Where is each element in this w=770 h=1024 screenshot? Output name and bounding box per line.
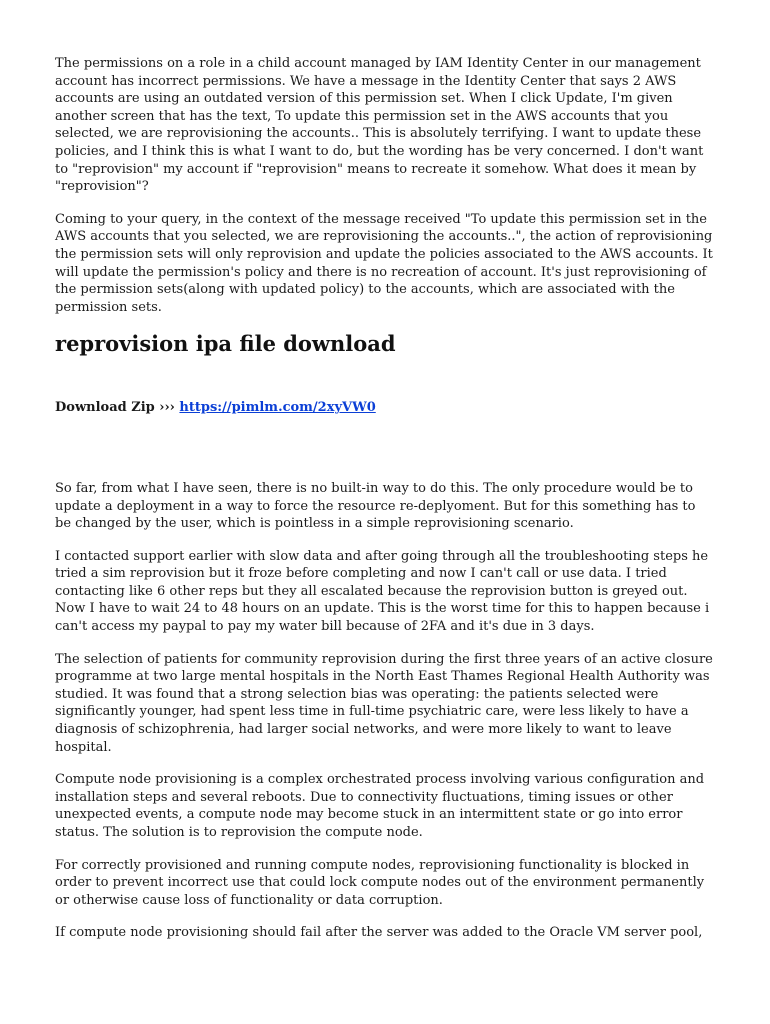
intro-paragraph-question: The permissions on a role in a child account managed by IAM Identity Center in our management account has incorrect permissions. We have a message in the Identity Center that says 2 AWS accounts are using an outdated version of this permission set. When I click Update, I'm given another screen that has the text, To update this permission set in the AWS accounts that you selected, we are reprovisioning the accounts.. This is absolutely terrifying. I want to update these policies, and I think this is what I want to do, but the wording has be very concerned. I don't want to "reprovision" my account if "reprovision" means to recreate it somehow. What does it mean by "reprovision"? <box>55 56 704 195</box>
body-paragraph-5: For correctly provisioned and running compute nodes, reprovisioning functionality is blocked in order to prevent incorrect use that could lock compute nodes out of the environment permanently or otherwise cause loss of functionality or data corruption. <box>55 857 705 908</box>
body-paragraph-3: The selection of patients for community reprovision during the first three years of an active closure programme at two large mental hospitals in the North East Thames Regional Health Authority was studied. It was found that a strong selection bias was operating: the patients selected were significantly younger, had spent less time in full-time psychiatric care, were less likely to have a diagnosis of schizophrenia, had larger social networks, and were more likely to want to leave hospital. <box>55 651 713 755</box>
download-label: Download Zip ››› <box>55 400 175 416</box>
body-paragraph-2: I contacted support earlier with slow data and after going through all the troubleshooting steps he tried a sim reprovision but it froze before completing and now I can't call or use data. I tried contacting like 6 other reps but they all escalated because the reprovision button is greyed out. Now I have to wait 24 to 48 hours on an update. This is the worst time for this to happen because i can't access my paypal to pay my water bill because of 2FA and it's due in 3 days. <box>55 548 710 635</box>
body-paragraph-1: So far, from what I have seen, there is no built-in way to do this. The only procedure would be to update a deployment in a way to force the resource re-deplyoment. But for this something has to be changed by the user, which is pointless in a simple reprovisioning scenario. <box>55 480 696 532</box>
download-link[interactable]: https://pimlm.com/2xyVW0 <box>179 400 376 416</box>
page-title: reprovision ipa file download <box>55 331 396 357</box>
body-paragraph-4: Compute node provisioning is a complex orchestrated process involving various configuration and installation steps and several reboots. Due to connectivity fluctuations, timing issues or other unexpected events, a compute node may become stuck in an intermittent state or go into error status. The solution is to reprovision the compute node. <box>55 772 705 840</box>
intro-paragraph-answer: Coming to your query, in the context of the message received "To update this permission set in the AWS accounts that you selected, we are reprovisioning the accounts..", the action of reprovisioning the permission sets will only reprovision and update the policies associated to the AWS accounts. It will update the permission's policy and there is no recreation of account. It's just reprovisioning of the permission sets(along with updated policy) to the accounts, which are associated with the permission sets. <box>55 211 713 315</box>
document-page <box>55 55 715 957</box>
download-line <box>55 399 715 417</box>
content-spacer <box>55 417 715 480</box>
body-paragraph-6: If compute node provisioning should fail after the server was added to the Oracle VM server pool, <box>55 925 703 941</box>
